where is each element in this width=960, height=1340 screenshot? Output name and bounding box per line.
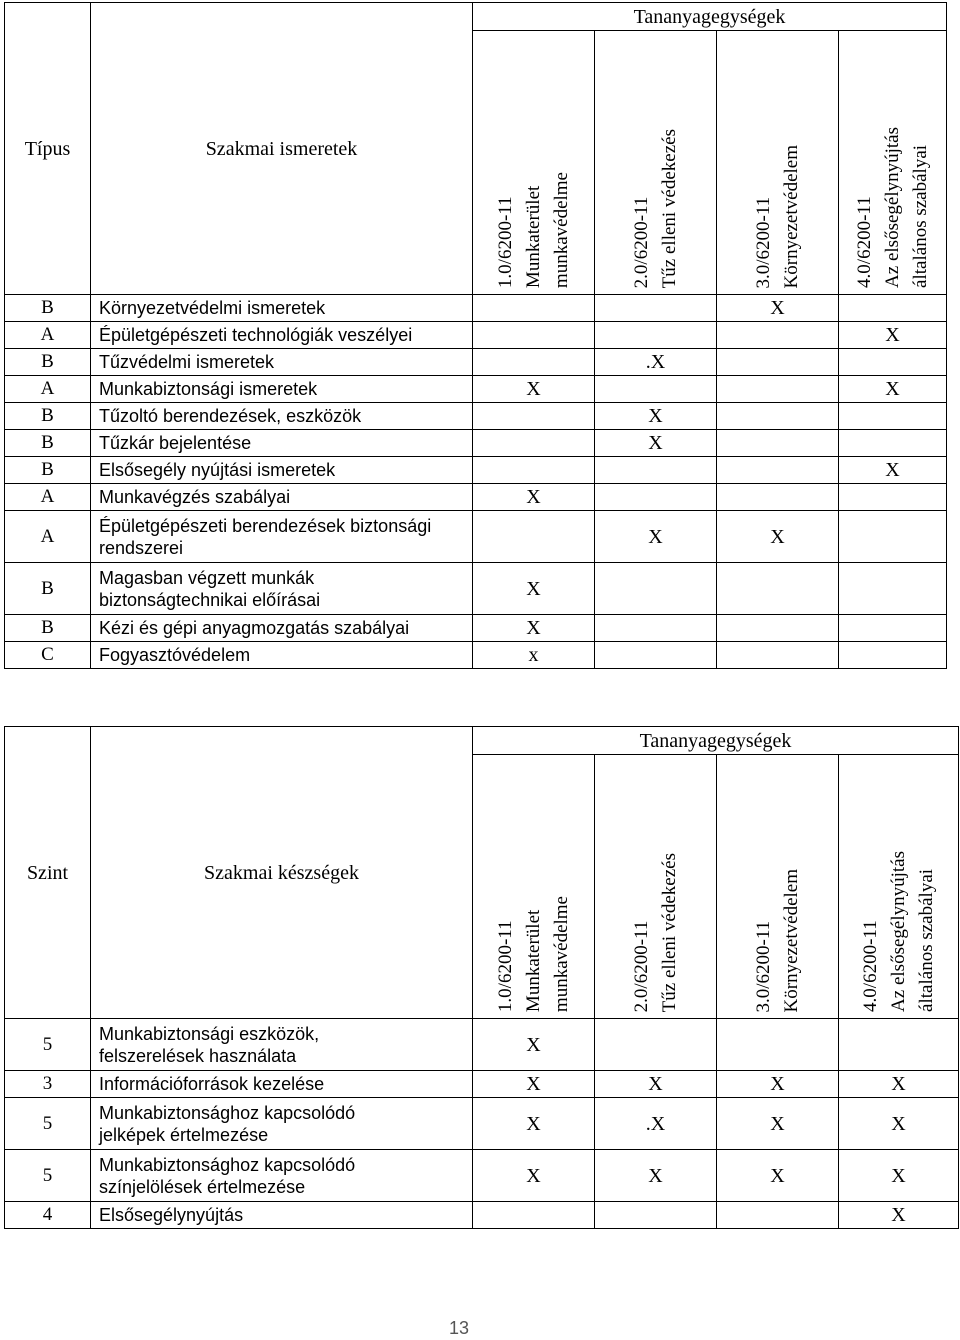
- unit-header-text: [750, 139, 806, 294]
- row-name-line: Tűzoltó berendezések, eszközök: [99, 406, 362, 426]
- row-mark-1: [473, 457, 595, 484]
- row-type: B: [5, 403, 91, 430]
- row-name: [91, 295, 473, 322]
- row-mark-1: [473, 403, 595, 430]
- row-mark-1: [473, 295, 595, 322]
- row-name: [91, 376, 473, 403]
- row-name: [91, 1150, 473, 1202]
- row-name: [91, 511, 473, 563]
- row-mark-2: X: [595, 511, 717, 563]
- unit-header-line: Környezetvédelem: [780, 144, 802, 288]
- row-name-line: Épületgépészeti technológiák veszélyei: [99, 325, 413, 345]
- row-type: B: [5, 615, 91, 642]
- row-mark-2: [595, 295, 717, 322]
- table-row: [5, 349, 947, 376]
- row-name-line: Fogyasztóvédelem: [99, 645, 251, 665]
- table-row: [5, 1202, 959, 1229]
- table-row: [5, 1019, 959, 1071]
- unit-header-line: általános szabályai: [915, 869, 937, 1012]
- row-type: C: [5, 642, 91, 669]
- row-mark-2: [595, 1019, 717, 1071]
- row-mark-4: [839, 349, 947, 376]
- unit-header-line: Az elsősegélynyújtás: [887, 851, 909, 1012]
- row-mark-1: X: [473, 1019, 595, 1071]
- row-mark-4: X: [839, 1150, 959, 1202]
- row-name-line: Elsősegély nyújtási ismeretek: [99, 460, 336, 480]
- row-type: B: [5, 295, 91, 322]
- unit-header-line: Tűz elleni védekezés: [658, 128, 680, 288]
- unit-header-1: [473, 31, 595, 295]
- row-mark-3: X: [717, 295, 839, 322]
- table-row: [5, 1071, 959, 1098]
- unit-header-text: [492, 890, 576, 1018]
- table-row: [5, 563, 947, 615]
- row-mark-4: [839, 1019, 959, 1071]
- table-row: [5, 642, 947, 669]
- row-mark-2: .X: [595, 1098, 717, 1150]
- row-type: B: [5, 563, 91, 615]
- row-name-line: Kézi és gépi anyagmozgatás szabályai: [99, 618, 410, 638]
- row-mark-2: [595, 376, 717, 403]
- row-mark-2: [595, 1202, 717, 1229]
- unit-header-line: Munkaterület: [522, 185, 544, 288]
- table-row: [5, 295, 947, 322]
- row-mark-4: [839, 511, 947, 563]
- row-name-line: Környezetvédelmi ismeretek: [99, 298, 326, 318]
- unit-header-3: [717, 755, 839, 1019]
- row-mark-3: [717, 403, 839, 430]
- row-type: 3: [5, 1071, 91, 1098]
- row-mark-1: X: [473, 1071, 595, 1098]
- row-mark-4: X: [839, 322, 947, 349]
- unit-header-line: 3.0/6200-11: [752, 920, 774, 1012]
- unit-header-text: [857, 845, 941, 1018]
- unit-header-text: [750, 863, 806, 1018]
- row-name: [91, 1202, 473, 1229]
- row-name: [91, 457, 473, 484]
- column-header-type: Típus: [5, 3, 91, 295]
- row-mark-1: [473, 349, 595, 376]
- row-mark-1: X: [473, 376, 595, 403]
- row-mark-3: [717, 322, 839, 349]
- row-type: A: [5, 484, 91, 511]
- row-type: A: [5, 376, 91, 403]
- unit-header-line: 2.0/6200-11: [630, 196, 652, 288]
- unit-header-line: Az elsősegélynyújtás: [881, 127, 903, 288]
- row-type: A: [5, 322, 91, 349]
- row-type: 4: [5, 1202, 91, 1229]
- row-name: [91, 642, 473, 669]
- row-name-line: jelképek értelmezése: [99, 1124, 269, 1145]
- row-name-line: színjelölések értelmezése: [99, 1176, 306, 1197]
- row-mark-4: [839, 403, 947, 430]
- row-mark-1: X: [473, 563, 595, 615]
- unit-header-line: Munkaterület: [522, 909, 544, 1012]
- row-mark-3: X: [717, 1150, 839, 1202]
- row-type: B: [5, 457, 91, 484]
- row-mark-1: [473, 430, 595, 457]
- row-mark-4: X: [839, 376, 947, 403]
- table-row: [5, 484, 947, 511]
- row-name: [91, 1071, 473, 1098]
- row-type: 5: [5, 1150, 91, 1202]
- row-mark-2: [595, 322, 717, 349]
- column-header-type: Szint: [5, 727, 91, 1019]
- row-name: [91, 1019, 473, 1071]
- row-mark-4: [839, 430, 947, 457]
- unit-header-line: 2.0/6200-11: [630, 920, 652, 1012]
- row-name-line: Munkavégzés szabályai: [99, 487, 291, 507]
- row-name: [91, 349, 473, 376]
- unit-header-line: 3.0/6200-11: [752, 196, 774, 288]
- row-type: A: [5, 511, 91, 563]
- row-name-line: biztonságtechnikai előírásai: [99, 589, 321, 610]
- row-name: [91, 403, 473, 430]
- header-row-group: [5, 3, 947, 31]
- row-mark-4: [839, 484, 947, 511]
- unit-header-4: [839, 31, 947, 295]
- row-mark-3: [717, 430, 839, 457]
- table-row: [5, 615, 947, 642]
- row-mark-2: [595, 615, 717, 642]
- row-mark-1: x: [473, 642, 595, 669]
- row-name: [91, 563, 473, 615]
- group-header: Tananyagegységek: [473, 3, 947, 31]
- column-header-name: Szakmai ismeretek: [91, 3, 473, 295]
- row-mark-2: [595, 457, 717, 484]
- row-name-line: Munkabiztonsághoz kapcsolódó: [99, 1154, 356, 1175]
- row-mark-3: X: [717, 1098, 839, 1150]
- row-mark-3: [717, 484, 839, 511]
- header-row-group: [5, 727, 959, 755]
- row-name-line: Tűzvédelmi ismeretek: [99, 352, 275, 372]
- unit-header-line: 1.0/6200-11: [494, 196, 516, 288]
- unit-header-text: [492, 166, 576, 294]
- table-row: [5, 403, 947, 430]
- row-mark-1: X: [473, 1098, 595, 1150]
- table-row: [5, 1098, 959, 1150]
- table-row: [5, 457, 947, 484]
- unit-header-2: [595, 755, 717, 1019]
- unit-header-line: munkavédelme: [550, 171, 572, 288]
- table-row: [5, 1150, 959, 1202]
- row-name: [91, 322, 473, 349]
- row-mark-2: .X: [595, 349, 717, 376]
- row-name-line: Épületgépészeti berendezések biztonsági: [99, 515, 432, 536]
- table-row: [5, 376, 947, 403]
- row-mark-1: [473, 1202, 595, 1229]
- unit-header-1: [473, 755, 595, 1019]
- unit-header-text: [628, 123, 684, 294]
- row-name: [91, 484, 473, 511]
- skills-table: [4, 726, 959, 1229]
- row-type: B: [5, 349, 91, 376]
- row-name-line: Munkabiztonsági eszközök,: [99, 1023, 320, 1044]
- unit-header-line: 4.0/6200-11: [853, 196, 875, 288]
- unit-header-line: 4.0/6200-11: [859, 920, 881, 1012]
- table-row: [5, 430, 947, 457]
- row-mark-3: X: [717, 511, 839, 563]
- unit-header-2: [595, 31, 717, 295]
- page-number: 13: [448, 1318, 470, 1338]
- unit-header-4: [839, 755, 959, 1019]
- row-name-line: felszerelések használata: [99, 1045, 297, 1066]
- row-mark-4: [839, 642, 947, 669]
- row-mark-2: X: [595, 430, 717, 457]
- unit-header-line: általános szabályai: [909, 145, 931, 288]
- row-mark-1: X: [473, 615, 595, 642]
- row-name-line: Munkabiztonsági ismeretek: [99, 379, 318, 399]
- row-name-line: Munkabiztonsághoz kapcsolódó: [99, 1102, 356, 1123]
- row-name-line: rendszerei: [99, 537, 184, 558]
- row-mark-4: [839, 295, 947, 322]
- row-mark-1: X: [473, 484, 595, 511]
- row-mark-3: [717, 642, 839, 669]
- row-mark-1: X: [473, 1150, 595, 1202]
- row-mark-2: [595, 484, 717, 511]
- row-mark-3: [717, 615, 839, 642]
- row-mark-4: [839, 615, 947, 642]
- row-type: 5: [5, 1019, 91, 1071]
- unit-header-text: [628, 847, 684, 1018]
- row-name-line: Magasban végzett munkák: [99, 567, 315, 588]
- row-mark-3: [717, 376, 839, 403]
- row-mark-2: X: [595, 403, 717, 430]
- row-mark-4: X: [839, 1098, 959, 1150]
- row-mark-4: [839, 563, 947, 615]
- row-type: 5: [5, 1098, 91, 1150]
- row-type: B: [5, 430, 91, 457]
- row-mark-2: X: [595, 1071, 717, 1098]
- row-mark-3: [717, 563, 839, 615]
- knowledge-table: [4, 2, 947, 669]
- row-name: [91, 430, 473, 457]
- group-header: Tananyagegységek: [473, 727, 959, 755]
- unit-header-line: munkavédelme: [550, 895, 572, 1012]
- row-name: [91, 1098, 473, 1150]
- unit-header-text: [851, 121, 935, 294]
- row-mark-4: X: [839, 1202, 959, 1229]
- row-mark-2: X: [595, 1150, 717, 1202]
- row-mark-3: [717, 457, 839, 484]
- unit-header-line: Környezetvédelem: [780, 868, 802, 1012]
- row-mark-3: [717, 1202, 839, 1229]
- row-mark-1: [473, 511, 595, 563]
- table-row: [5, 322, 947, 349]
- row-mark-4: X: [839, 457, 947, 484]
- table-row: [5, 511, 947, 563]
- row-mark-3: [717, 349, 839, 376]
- unit-header-3: [717, 31, 839, 295]
- row-name-line: Elsősegélynyújtás: [99, 1205, 244, 1225]
- row-mark-4: X: [839, 1071, 959, 1098]
- row-mark-1: [473, 322, 595, 349]
- row-mark-3: X: [717, 1071, 839, 1098]
- row-mark-2: [595, 642, 717, 669]
- column-header-name: Szakmai készségek: [91, 727, 473, 1019]
- row-mark-2: [595, 563, 717, 615]
- row-name-line: Tűzkár bejelentése: [99, 433, 252, 453]
- unit-header-line: 1.0/6200-11: [494, 920, 516, 1012]
- row-name: [91, 615, 473, 642]
- row-mark-3: [717, 1019, 839, 1071]
- row-name-line: Információforrások kezelése: [99, 1074, 325, 1094]
- unit-header-line: Tűz elleni védekezés: [658, 852, 680, 1012]
